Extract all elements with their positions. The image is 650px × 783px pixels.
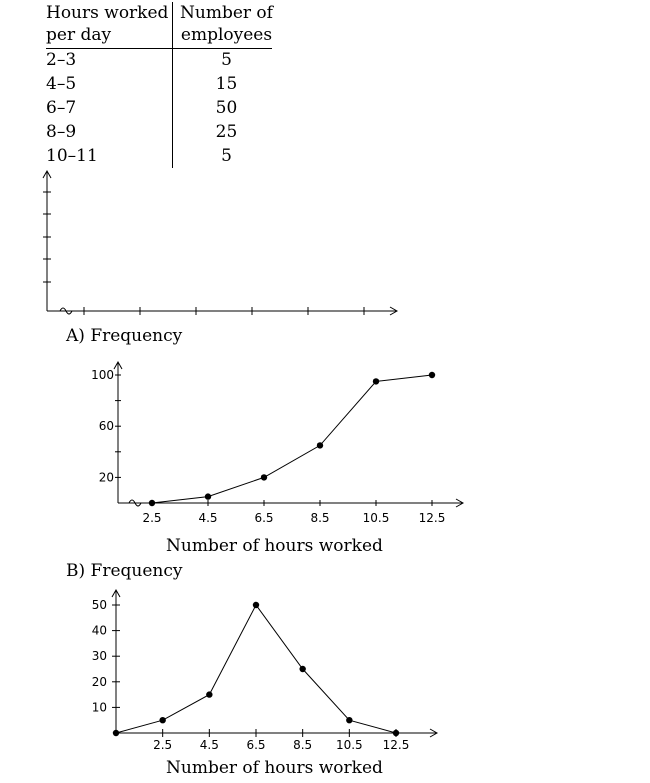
option-a-data-point — [261, 474, 267, 480]
table-cell-employees: 25 — [215, 122, 238, 142]
option-a-data-point — [317, 442, 323, 448]
table-cell-hours: 4–5 — [46, 74, 77, 94]
option-a-series-line — [152, 375, 432, 503]
option-b-y-tick-label: 40 — [91, 623, 107, 638]
option-a-x-tick-label: 8.5 — [310, 511, 330, 525]
option-a-xlabel: Number of hours worked — [166, 536, 383, 556]
table-cell-hours: 10–11 — [46, 146, 98, 166]
option-a-x-tick-label: 6.5 — [254, 511, 274, 525]
option-b-data-point — [346, 717, 352, 723]
option-a-data-point — [149, 500, 155, 506]
table-header-hours-line2: per day — [46, 25, 112, 45]
option-b-data-point — [393, 730, 399, 736]
option-b-data-point — [299, 666, 305, 672]
option-a-y-tick-label: 60 — [98, 419, 114, 434]
option-a-x-tick-label: 12.5 — [418, 511, 446, 525]
table-header-hours-line1: Hours worked — [46, 3, 169, 23]
option-b-data-point — [206, 691, 212, 697]
option-b-y-tick-label: 50 — [91, 598, 107, 612]
option-b-title: B) Frequency — [66, 561, 183, 581]
option-a-x-tick-label: 2.5 — [142, 511, 162, 525]
option-a-x-tick-label: 4.5 — [198, 511, 218, 525]
option-a-x-tick-label: 10.5 — [362, 511, 390, 525]
option-b-series-line — [116, 605, 396, 733]
option-b-y-tick-label: 20 — [91, 674, 107, 689]
option-a-data-point — [373, 378, 379, 384]
option-b-x-tick-label: 2.5 — [153, 738, 173, 752]
table-cell-employees: 5 — [221, 146, 232, 166]
table-cell-employees: 50 — [215, 98, 238, 118]
table-cell-hours: 2–3 — [46, 50, 77, 70]
table-cell-employees: 15 — [215, 74, 238, 94]
option-a-title: A) Frequency — [66, 326, 183, 346]
option-b-x-tick-label: 8.5 — [293, 738, 313, 752]
option-b-x-tick-label: 10.5 — [335, 738, 363, 752]
option-a-data-point — [205, 493, 211, 499]
option-a-y-tick-label: 100 — [91, 368, 114, 382]
option-b-y-tick-label: 10 — [91, 700, 107, 715]
table-header-employees-line1: Number of — [180, 3, 273, 23]
table-cell-employees: 5 — [221, 50, 232, 70]
option-b-x-tick-label: 6.5 — [246, 738, 266, 752]
option-b-x-tick-label: 12.5 — [382, 738, 410, 752]
option-b-xlabel: Number of hours worked — [166, 758, 383, 778]
option-b-x-tick-label: 4.5 — [199, 738, 219, 752]
option-a-data-point — [429, 372, 435, 378]
option-b-y-tick-label: 30 — [91, 649, 107, 664]
option-b-data-point — [113, 730, 119, 736]
option-b-data-point — [253, 602, 259, 608]
table-header-employees-line2: employees — [180, 25, 273, 45]
option-a-y-tick-label: 20 — [98, 470, 114, 485]
table-cell-hours: 6–7 — [46, 98, 77, 118]
table-cell-hours: 8–9 — [46, 122, 77, 142]
option-b-data-point — [159, 717, 165, 723]
